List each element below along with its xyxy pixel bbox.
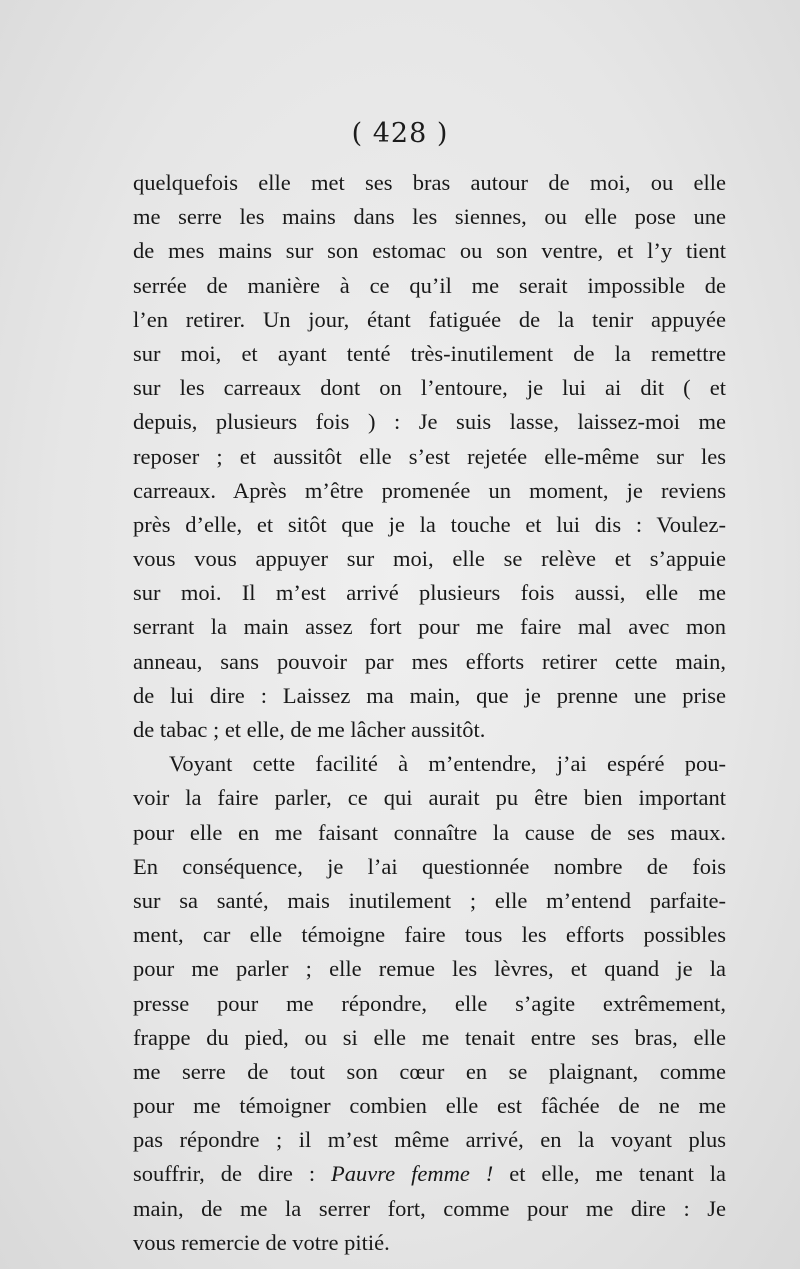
- text-line: ment, car elle témoigne faire tous les efforts possibles: [133, 922, 726, 948]
- text-line: pour me témoigner combien elle est fâchée de ne me: [133, 1093, 726, 1119]
- text-line: près d’elle, et sitôt que je la touche et lui dis : Voulez-: [133, 511, 726, 537]
- text-line: serrée de manière à ce qu’il me serait impossible de: [133, 272, 726, 298]
- text-line: En conséquence, je l’ai questionnée nombre de fois: [133, 853, 726, 879]
- text-line: sur moi, et ayant tenté très-inutilement de la remettre: [133, 340, 726, 366]
- text-line: vous remercie de votre pitié.: [133, 1229, 390, 1255]
- text-line: main, de me la serrer fort, comme pour me dire : Je: [133, 1195, 726, 1221]
- text-line: anneau, sans pouvoir par mes efforts retirer cette main,: [133, 648, 726, 674]
- text-line: depuis, plusieurs fois ) : Je suis lasse, laissez-moi me: [133, 409, 726, 435]
- page-number: ( 428 ): [351, 118, 449, 149]
- paragraph: [133, 747, 726, 1260]
- italic-phrase: Pauvre femme !: [331, 1161, 494, 1187]
- text-segment: et elle, me tenant la: [493, 1161, 726, 1187]
- text-line: sur moi. Il m’est arrivé plusieurs fois aussi, elle me: [133, 580, 726, 606]
- text-line: quelquefois elle met ses bras autour de moi, ou elle: [133, 170, 726, 195]
- text-line: de lui dire : Laissez ma main, que je prenne une prise: [133, 682, 726, 708]
- paragraph: [133, 166, 726, 747]
- text-line: voir la faire parler, ce qui aurait pu être bien important: [133, 785, 726, 811]
- text-line: de mes mains sur son estomac ou son ventre, et l’y tient: [133, 238, 726, 264]
- body-text: [133, 166, 726, 1260]
- text-line: vous vous appuyer sur moi, elle se relève et s’appuie: [133, 546, 726, 572]
- text-line: me serre de tout son cœur en se plaignant, comme: [133, 1058, 726, 1084]
- text-line: l’en retirer. Un jour, étant fatiguée de la tenir appuyée: [133, 306, 726, 332]
- text-line: frappe du pied, ou si elle me tenait entre ses bras, elle: [133, 1024, 726, 1050]
- text-line: sur les carreaux dont on l’entoure, je lui ai dit ( et: [133, 375, 726, 401]
- text-line: de tabac ; et elle, de me lâcher aussitôt.: [133, 717, 486, 742]
- text-line: sur sa santé, mais inutilement ; elle m’entend parfaite-: [133, 887, 726, 913]
- text-line: me serre les mains dans les siennes, ou elle pose une: [133, 204, 726, 230]
- text-line: serrant la main assez fort pour me faire mal avec mon: [133, 614, 726, 640]
- text-line: reposer ; et aussitôt elle s’est rejetée elle-même sur les: [133, 443, 726, 469]
- text-line: presse pour me répondre, elle s’agite extrêmement,: [133, 990, 726, 1016]
- text-line: carreaux. Après m’être promenée un moment, je reviens: [133, 477, 726, 503]
- text-line: Voyant cette facilité à m’entendre, j’ai espéré pou-: [169, 751, 726, 777]
- text-line: [133, 1157, 726, 1191]
- text-line: pas répondre ; il m’est même arrivé, en la voyant plus: [133, 1127, 726, 1153]
- text-segment: souffrir, de dire :: [133, 1161, 332, 1187]
- text-line: pour elle en me faisant connaître la cause de ses maux.: [133, 819, 726, 845]
- text-line: pour me parler ; elle remue les lèvres, et quand je la: [133, 956, 726, 982]
